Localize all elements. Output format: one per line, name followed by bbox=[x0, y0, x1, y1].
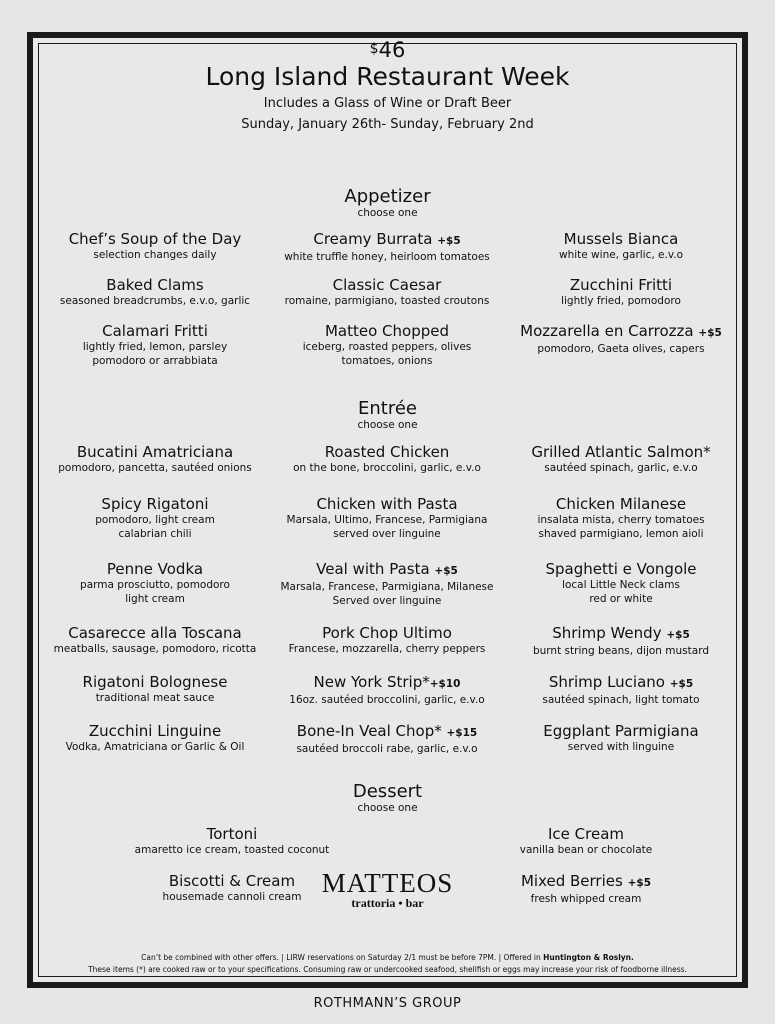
item-description: tomatoes, onions bbox=[341, 355, 433, 367]
appetizer-item bbox=[491, 276, 751, 308]
item-upcharge: +$5 bbox=[434, 565, 458, 577]
group-name: ROTHMANN’S GROUP bbox=[313, 996, 462, 1011]
entree-item bbox=[25, 673, 285, 705]
item-description: 16oz. sautéed broccolini, garlic, e.v.o bbox=[289, 694, 485, 706]
price bbox=[0, 38, 775, 62]
item-description: calabrian chili bbox=[118, 528, 192, 540]
item-description: vanilla bean or chocolate bbox=[519, 844, 653, 856]
item-description: Vodka, Amatriciana or Garlic & Oil bbox=[65, 741, 245, 753]
item-name: Grilled Atlantic Salmon* bbox=[531, 443, 711, 461]
item-description: pomodoro, pancetta, sautéed onions bbox=[58, 462, 252, 474]
item-description: shaved parmigiano, lemon aioli bbox=[538, 528, 704, 540]
item-name: Mixed Berries +$5 bbox=[520, 872, 652, 890]
item-description: traditional meat sauce bbox=[95, 692, 215, 704]
entree-item bbox=[25, 495, 285, 541]
appetizer-item bbox=[257, 322, 517, 368]
entree-item bbox=[25, 443, 285, 475]
item-description: Marsala, Francese, Parmigiana, Milanese bbox=[280, 581, 494, 593]
appetizer-item bbox=[257, 230, 517, 264]
entree-item bbox=[257, 495, 517, 541]
entree-item bbox=[25, 624, 285, 656]
appetizer-item bbox=[25, 276, 285, 308]
dessert-note: choose one bbox=[357, 802, 418, 814]
item-description: white truffle honey, heirloom tomatoes bbox=[284, 251, 490, 263]
item-description: Marsala, Ultimo, Francese, Parmigiana bbox=[286, 514, 488, 526]
item-name: Rigatoni Bolognese bbox=[82, 673, 228, 691]
item-description: iceberg, roasted peppers, olives bbox=[302, 341, 472, 353]
dessert-item bbox=[102, 825, 362, 857]
item-description: romaine, parmigiano, toasted croutons bbox=[284, 295, 490, 307]
item-description: selection changes daily bbox=[93, 249, 217, 261]
entree-title: Entrée bbox=[358, 398, 417, 419]
item-description: served over linguine bbox=[333, 528, 441, 540]
item-name: Casarecce alla Toscana bbox=[68, 624, 242, 642]
item-name: Mussels Bianca bbox=[563, 230, 679, 248]
item-upcharge: +$5 bbox=[627, 877, 652, 889]
item-name: Spicy Rigatoni bbox=[101, 495, 209, 513]
entree-item bbox=[491, 722, 751, 754]
logo-tagline: trattoria • bar bbox=[351, 896, 424, 910]
item-name: Eggplant Parmigiana bbox=[543, 722, 699, 740]
entree-item bbox=[491, 443, 751, 475]
item-upcharge: +$15 bbox=[446, 727, 478, 739]
item-name: Zucchini Fritti bbox=[569, 276, 673, 294]
item-description: pomodoro, light cream bbox=[95, 514, 215, 526]
item-name: New York Strip*+$10 bbox=[313, 673, 461, 691]
item-upcharge: +$5 bbox=[698, 327, 722, 339]
item-description: pomodoro, Gaeta olives, capers bbox=[537, 343, 705, 355]
item-description: lightly fried, lemon, parsley bbox=[82, 341, 228, 353]
item-name: Mozzarella en Carrozza +$5 bbox=[520, 322, 722, 340]
item-name: Creamy Burrata +$5 bbox=[313, 230, 461, 248]
item-description: sautéed broccoli rabe, garlic, e.v.o bbox=[296, 743, 478, 755]
item-description: burnt string beans, dijon mustard bbox=[532, 645, 710, 657]
item-name: Shrimp Luciano +$5 bbox=[548, 673, 694, 691]
item-upcharge: +$10 bbox=[429, 678, 461, 690]
dessert-title: Dessert bbox=[352, 781, 423, 802]
item-description: parma prosciutto, pomodoro bbox=[80, 579, 230, 591]
item-description: seasoned breadcrumbs, e.v.o, garlic bbox=[59, 295, 251, 307]
item-description: pomodoro or arrabbiata bbox=[92, 355, 218, 367]
entree-item bbox=[25, 722, 285, 754]
item-name: Classic Caesar bbox=[332, 276, 442, 294]
entree-item bbox=[25, 560, 285, 606]
item-description: light cream bbox=[125, 593, 185, 605]
item-name: Zucchini Linguine bbox=[88, 722, 222, 740]
footer-line-1: Can’t be combined with other offers. | LIRW reservations on Saturday 2/1 must be before 7PM. | Offered in Huntington & Roslyn. bbox=[141, 953, 634, 962]
item-name: Veal with Pasta +$5 bbox=[316, 560, 458, 578]
appetizer-item bbox=[25, 230, 285, 262]
appetizer-item bbox=[25, 322, 285, 368]
appetizer-item bbox=[491, 322, 751, 356]
item-description: sautéed spinach, light tomato bbox=[542, 694, 700, 706]
item-name: Penne Vodka bbox=[106, 560, 204, 578]
dessert-item bbox=[456, 825, 716, 857]
page-title: Long Island Restaurant Week bbox=[205, 62, 570, 91]
item-name: Biscotti & Cream bbox=[168, 872, 296, 890]
item-name: Roasted Chicken bbox=[324, 443, 450, 461]
item-description: on the bone, broccolini, garlic, e.v.o bbox=[293, 462, 481, 474]
item-description: red or white bbox=[589, 593, 653, 605]
item-description: insalata mista, cherry tomatoes bbox=[537, 514, 705, 526]
entree-note: choose one bbox=[357, 419, 418, 431]
item-name: Chicken Milanese bbox=[555, 495, 687, 513]
entree-item bbox=[257, 624, 517, 656]
price-value: 46 bbox=[378, 38, 406, 62]
appetizer-title: Appetizer bbox=[344, 186, 431, 207]
item-name: Pork Chop Ultimo bbox=[322, 624, 452, 642]
item-upcharge: +$5 bbox=[666, 629, 690, 641]
item-name: Bone-In Veal Chop* +$15 bbox=[296, 722, 478, 740]
appetizer-note: choose one bbox=[357, 207, 418, 219]
item-description: amaretto ice cream, toasted coconut bbox=[134, 844, 330, 856]
entree-item bbox=[257, 560, 517, 608]
item-description: white wine, garlic, e.v.o bbox=[558, 249, 684, 261]
item-description: Served over linguine bbox=[332, 595, 442, 607]
dessert-item bbox=[102, 872, 362, 904]
dates: Sunday, January 26th- Sunday, February 2nd bbox=[241, 117, 534, 132]
item-name: Bucatini Amatriciana bbox=[76, 443, 234, 461]
item-name: Baked Clams bbox=[106, 276, 204, 294]
entree-item bbox=[257, 443, 517, 475]
appetizer-item bbox=[491, 230, 751, 262]
item-name: Chef’s Soup of the Day bbox=[68, 230, 242, 248]
item-description: housemade cannoli cream bbox=[162, 891, 302, 903]
appetizer-item bbox=[257, 276, 517, 308]
subtitle: Includes a Glass of Wine or Draft Beer bbox=[263, 96, 512, 111]
item-description: served with linguine bbox=[567, 741, 675, 753]
item-name: Tortoni bbox=[206, 825, 258, 843]
price-symbol: $ bbox=[369, 41, 379, 57]
item-description: meatballs, sausage, pomodoro, ricotta bbox=[53, 643, 257, 655]
item-description: lightly fried, pomodoro bbox=[561, 295, 681, 307]
item-name: Ice Cream bbox=[547, 825, 624, 843]
item-name: Matteo Chopped bbox=[324, 322, 450, 340]
entree-item bbox=[491, 624, 751, 658]
item-description: sautéed spinach, garlic, e.v.o bbox=[544, 462, 698, 474]
item-name: Calamari Fritti bbox=[102, 322, 208, 340]
dessert-item bbox=[456, 872, 716, 906]
item-description: fresh whipped cream bbox=[530, 893, 642, 905]
entree-item bbox=[491, 560, 751, 606]
item-name: Shrimp Wendy +$5 bbox=[552, 624, 690, 642]
entree-item bbox=[491, 495, 751, 541]
item-description: Francese, mozzarella, cherry peppers bbox=[288, 643, 486, 655]
entree-item bbox=[491, 673, 751, 707]
item-upcharge: +$5 bbox=[669, 678, 694, 690]
logo-brand: MATTEOS bbox=[321, 868, 454, 898]
item-name: Chicken with Pasta bbox=[316, 495, 458, 513]
item-name: Spaghetti e Vongole bbox=[545, 560, 697, 578]
entree-item bbox=[257, 673, 517, 707]
item-description: local Little Neck clams bbox=[562, 579, 680, 591]
item-upcharge: +$5 bbox=[437, 235, 461, 247]
footer-line-2: These items (*) are cooked raw or to your specifications. Consuming raw or undercooked seafood, shellfish or eggs may increase your risk of foodborne illness. bbox=[88, 965, 687, 974]
entree-item bbox=[257, 722, 517, 756]
